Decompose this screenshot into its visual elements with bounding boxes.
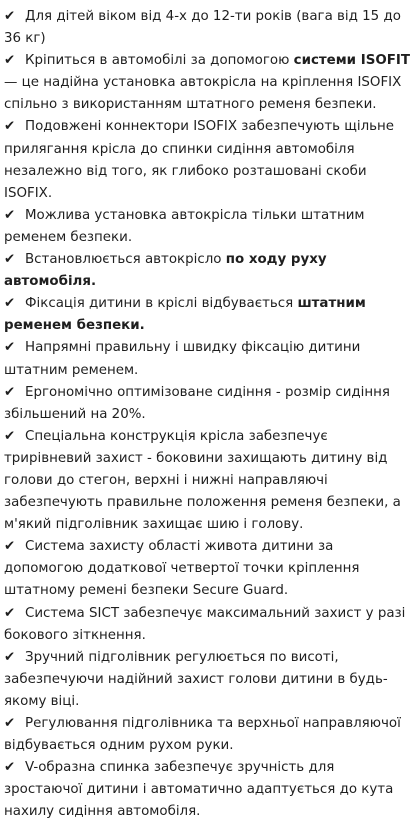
item-text-bold: штатним ременем безпеки. — [4, 296, 366, 334]
check-icon: ✔ — [4, 760, 16, 776]
item-text-bold: по ходу руху автомобіля. — [4, 252, 327, 290]
list-item — [4, 713, 415, 757]
list-item — [4, 647, 415, 713]
check-icon: ✔ — [4, 340, 16, 356]
list-item — [4, 293, 415, 337]
item-text: Кріпиться в автомобілі за допомогою — [25, 53, 294, 69]
check-icon: ✔ — [4, 428, 16, 444]
check-icon: ✔ — [4, 605, 16, 621]
check-icon: ✔ — [4, 716, 16, 731]
item-text: Система SICT забезпечує максимальний захист у разі бокового зіткнення. — [4, 605, 406, 643]
list-item — [4, 337, 415, 381]
item-text: — це надійна установка автокрісла на кріплення ISOFIX спільно з використанням штатного ременя безпеки. — [4, 75, 402, 113]
check-icon: ✔ — [4, 649, 16, 665]
list-item — [4, 536, 415, 602]
check-icon: ✔ — [4, 296, 16, 312]
list-item — [4, 6, 415, 50]
list-item — [4, 205, 415, 249]
list-item — [4, 116, 415, 204]
item-text: Фіксація дитини в кріслі відбувається — [25, 296, 298, 312]
item-text: Ергономічно оптимізоване сидіння - розмір сидіння збільшений на 20%. — [4, 384, 390, 422]
item-text: Зручний підголівник регулюється по висоті, забезпечуючи надійний захист голови дитини в будь-якому віці. — [4, 649, 388, 709]
item-text: Система захисту області живота дитини за допомогою додаткової четвертої точки кріплення штатному ремені безпеки Secure Guard. — [4, 539, 360, 599]
check-icon: ✔ — [4, 207, 16, 223]
list-item — [4, 382, 415, 426]
list-item — [4, 50, 415, 116]
check-icon: ✔ — [4, 119, 16, 135]
item-text: Встановлюється автокрісло — [25, 252, 226, 268]
check-icon: ✔ — [4, 384, 16, 400]
list-item — [4, 249, 415, 293]
item-text: Для дітей віком від 4-х до 12-ти років (вага від 15 до 36 кг) — [4, 9, 401, 47]
check-icon: ✔ — [4, 9, 16, 24]
item-text: Можлива установка автокрісла тільки штатним ременем безпеки. — [4, 207, 365, 245]
item-text: V-образна спинка забезпечує зручність для зростаючої дитини і автоматично адаптується до кута нахилу сидіння автомобіля. — [4, 760, 394, 820]
list-item — [4, 757, 415, 823]
item-text: Спеціальна конструкція крісла забезпечує трирівневий захист - боковини захищають дитину від голови до стегон, верхні і нижні направляючі забезпечують правильне положення ременя безпеки, а м'який підголівник захищає шию і голову. — [4, 428, 401, 533]
check-icon: ✔ — [4, 252, 16, 268]
item-text: Регулювання підголівника та верхньої направляючої відбувається одним рухом руки. — [4, 716, 401, 754]
list-item — [4, 426, 415, 536]
item-text-bold: системи ISOFIT — [293, 53, 411, 69]
check-icon: ✔ — [4, 53, 16, 69]
feature-list — [4, 6, 415, 823]
list-item — [4, 603, 415, 647]
item-text: Напрямні правильну і швидку фіксацію дитини штатним ременем. — [4, 340, 361, 378]
check-icon: ✔ — [4, 539, 16, 555]
item-text: Подовжені коннектори ISOFIX забезпечують щільне прилягання крісла до спинки сидіння автомобіля незалежно від того, як глибоко розташовані скоби ISOFIX. — [4, 119, 395, 201]
